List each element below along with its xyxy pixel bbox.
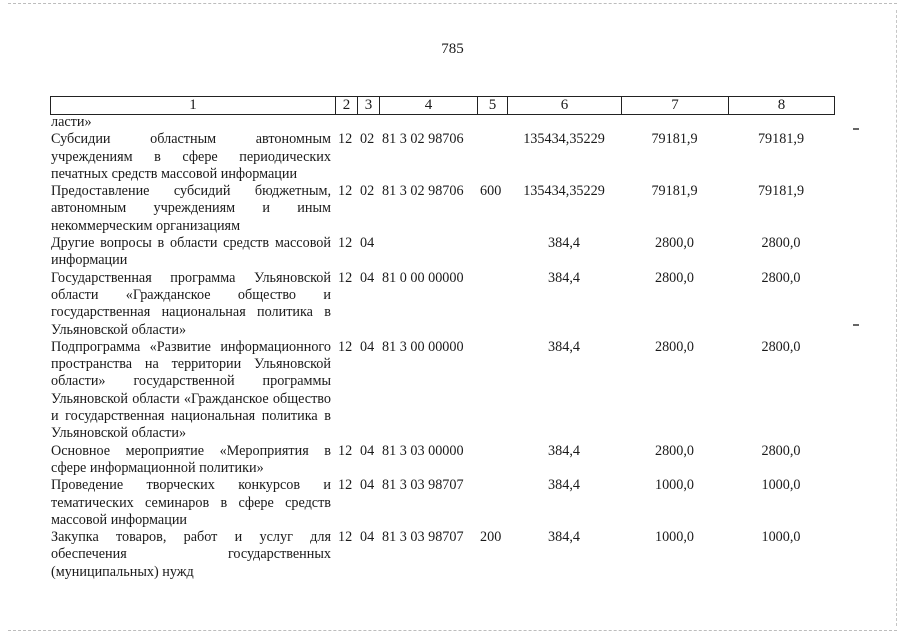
section-code-cell: 12 — [338, 269, 353, 286]
subsection-code-cell: 02 — [360, 131, 375, 148]
amount-col6-cell: 384,4 — [548, 442, 580, 459]
amount-col8-cell: 2800,0 — [761, 269, 801, 286]
subsection-code-cell: 04 — [360, 529, 375, 546]
continuation-row — [51, 114, 834, 131]
section-code-cell: 12 — [338, 529, 353, 546]
amount-col8-cell: 1000,0 — [761, 529, 801, 546]
section-code-cell: 12 — [338, 442, 353, 459]
column-header: 1 — [51, 97, 336, 115]
column-header-table — [50, 96, 835, 115]
amount-col8-cell: 79181,9 — [757, 183, 805, 200]
column-header: 6 — [508, 97, 622, 115]
amount-col6-cell: 135434,35229 — [523, 183, 605, 200]
scan-frame-top — [8, 3, 897, 4]
amount-col8-cell: 1000,0 — [761, 477, 801, 494]
section-code-cell: 12 — [338, 131, 353, 148]
table-row — [51, 183, 834, 235]
amount-col6-cell: 135434,35229 — [523, 131, 605, 148]
amount-col7-cell: 1000,0 — [654, 529, 694, 546]
table-row — [51, 131, 834, 183]
section-code-cell: 12 — [338, 235, 353, 252]
column-header: 8 — [729, 97, 835, 115]
subsection-code-cell: 04 — [360, 269, 375, 286]
subsection-code-cell: 04 — [360, 235, 375, 252]
table-row — [51, 443, 834, 478]
row-name-cell: Другие вопросы в области средств массовой информации — [51, 235, 331, 269]
target-article-cell — [379, 235, 477, 270]
column-header: 5 — [478, 97, 508, 115]
amount-col6-cell: 384,4 — [548, 235, 580, 252]
expense-type-cell: 200 — [480, 529, 502, 546]
amount-col8-cell: 2800,0 — [761, 442, 801, 459]
table-row — [51, 339, 834, 443]
target-article-cell: 81 3 03 98707 — [382, 529, 464, 546]
row-name-cell: Предоставление субсидий бюджетным, автономным учреждениям и иным некоммерческим организациям — [51, 183, 331, 234]
expense-type-cell: 600 — [480, 183, 502, 200]
expense-type-cell — [477, 270, 507, 339]
column-header: 4 — [380, 97, 478, 115]
amount-col7-cell: 79181,9 — [651, 131, 698, 148]
amount-col6-cell: 384,4 — [548, 338, 580, 355]
row-name-cell: Закупка товаров, работ и услуг для обеспечения государственных (муниципальных) нужд — [51, 529, 331, 580]
table-row — [51, 529, 834, 581]
section-code-cell: 12 — [338, 338, 353, 355]
table-row — [51, 235, 834, 270]
page-number: 785 — [441, 41, 464, 57]
amount-col8-cell: 2800,0 — [761, 235, 801, 252]
target-article-cell: 81 3 03 98707 — [382, 477, 464, 494]
subsection-code-cell: 04 — [360, 338, 375, 355]
scan-frame-right — [896, 10, 897, 626]
margin-tick — [853, 128, 859, 130]
budget-table — [51, 114, 834, 581]
amount-col7-cell: 2800,0 — [654, 442, 694, 459]
target-article-cell: 81 3 00 00000 — [382, 338, 464, 355]
column-header: 3 — [358, 97, 380, 115]
column-header: 2 — [336, 97, 358, 115]
scan-frame-bottom — [8, 630, 897, 631]
amount-col7-cell: 1000,0 — [654, 477, 694, 494]
amount-col7-cell: 2800,0 — [654, 269, 694, 286]
margin-tick — [853, 324, 859, 326]
amount-col6-cell: 384,4 — [548, 529, 580, 546]
amount-col7-cell: 2800,0 — [654, 338, 694, 355]
expense-type-cell — [477, 443, 507, 478]
column-header: 7 — [622, 97, 729, 115]
amount-col6-cell: 384,4 — [548, 269, 580, 286]
expense-type-cell — [477, 131, 507, 183]
row-name-cell: Проведение творческих конкурсов и тематических семинаров в сфере средств массовой информации — [51, 477, 331, 528]
row-name-cell: Государственная программа Ульяновской области «Гражданское общество и государственная национальная политика в Ульяновской области» — [51, 269, 331, 338]
expense-type-cell — [477, 477, 507, 529]
section-code-cell: 12 — [338, 183, 353, 200]
subsection-code-cell: 04 — [360, 442, 375, 459]
target-article-cell: 81 3 02 98706 — [382, 183, 464, 200]
amount-col7-cell: 2800,0 — [654, 235, 694, 252]
target-article-cell: 81 3 02 98706 — [382, 131, 464, 148]
expense-type-cell — [477, 235, 507, 270]
amount-col6-cell: 384,4 — [548, 477, 580, 494]
target-article-cell: 81 0 00 00000 — [382, 269, 464, 286]
expense-type-cell — [477, 339, 507, 443]
target-article-cell: 81 3 03 00000 — [382, 442, 464, 459]
subsection-code-cell: 02 — [360, 183, 375, 200]
amount-col8-cell: 2800,0 — [761, 338, 801, 355]
amount-col8-cell: 79181,9 — [757, 131, 805, 148]
row-name-cell: Подпрограмма «Развитие информационного пространства на территории Ульяновской области» государственной программы Ульяновской области «Гражданское общество и государственная национальная политика в Ульяновской области» — [51, 338, 331, 442]
section-code-cell: 12 — [338, 477, 353, 494]
amount-col7-cell: 79181,9 — [651, 183, 698, 200]
table-row — [51, 270, 834, 339]
subsection-code-cell: 04 — [360, 477, 375, 494]
row-name-cell: Основное мероприятие «Мероприятия в сфере информационной политики» — [51, 442, 331, 476]
continuation-text: ласти» — [51, 114, 92, 130]
table-row — [51, 477, 834, 529]
column-header-row — [51, 97, 835, 115]
row-name-cell: Субсидии областным автономным учреждениям в сфере периодических печатных средств массовой информации — [51, 131, 331, 182]
